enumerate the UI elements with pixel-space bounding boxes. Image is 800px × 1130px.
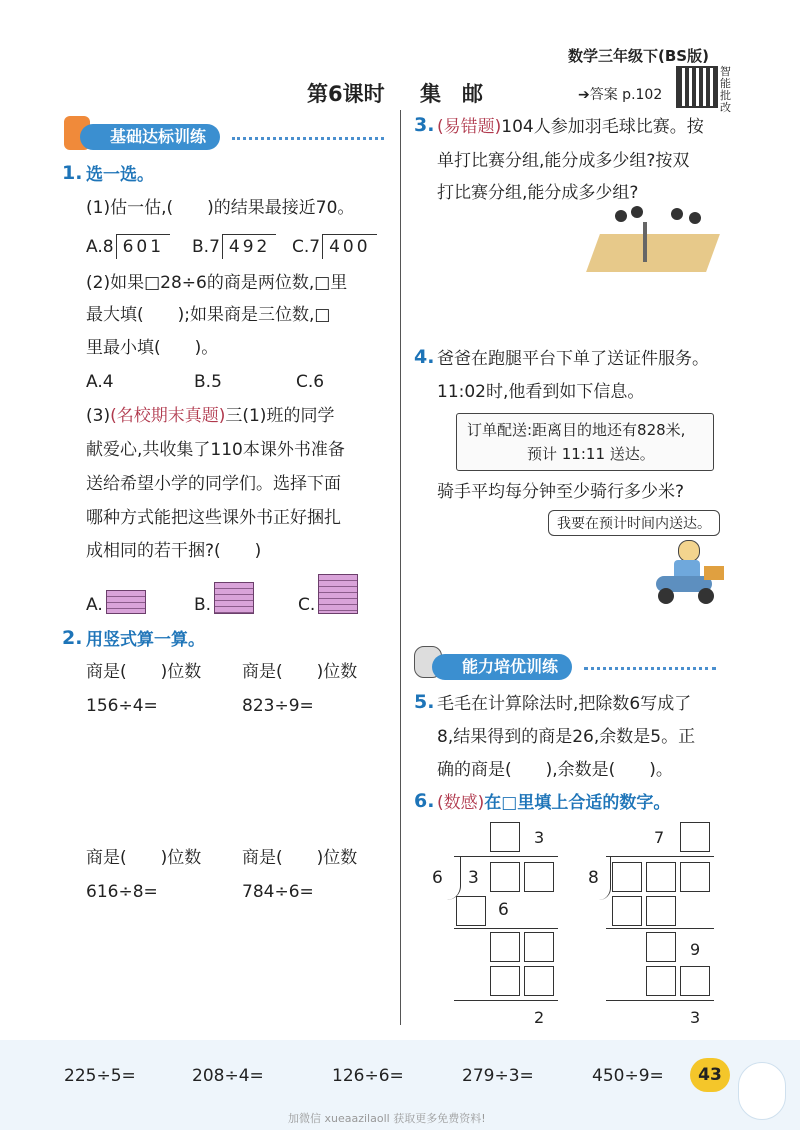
division-bracket — [598, 856, 611, 900]
delivery-rider-illustration — [648, 540, 728, 606]
digit-box[interactable] — [490, 862, 520, 892]
q1-p3-option-c: C. — [298, 595, 316, 615]
digit-box[interactable] — [490, 966, 520, 996]
bottom-expr-3: 126÷6= — [332, 1066, 404, 1086]
lesson-name: 集 邮 — [420, 82, 483, 106]
q1-number: 1. — [62, 162, 83, 184]
q2-item3-expr: 616÷8= — [86, 882, 158, 902]
q2-item4-label: 商是( )位数 — [242, 848, 358, 868]
q1-p2-line1: (2)如果□28÷6的商是两位数,□里 — [86, 273, 348, 293]
q1-p3-line1: (3)(名校期末真题)三(1)班的同学 — [86, 406, 335, 426]
subtract-bar — [606, 928, 714, 929]
q5-line3: 确的商是( ),余数是( )。 — [437, 760, 673, 780]
q2-item3-label: 商是( )位数 — [86, 848, 202, 868]
q1-p3-line4: 哪种方式能把这些课外书正好捆扎 — [86, 508, 341, 528]
lesson-title: 第6课时 — [307, 82, 385, 106]
q2-number: 2. — [62, 627, 83, 649]
bottom-expr-2: 208÷4= — [192, 1066, 264, 1086]
section-dots — [584, 667, 716, 670]
digit-box[interactable] — [680, 862, 710, 892]
book-label: 数学三年级下(BS版) — [568, 47, 709, 65]
q5-number: 5. — [414, 691, 435, 713]
page-number: 43 — [690, 1058, 730, 1092]
division-bar — [606, 856, 714, 857]
delivery-info-note — [456, 413, 714, 471]
remainder-digit: 3 — [690, 1008, 701, 1027]
digit-box[interactable] — [646, 896, 676, 926]
digit-box[interactable] — [524, 862, 554, 892]
rider-speech-bubble: 我要在预计时间内送达。 — [548, 510, 720, 536]
q4-number: 4. — [414, 346, 435, 368]
qr-side-text: 智能批改 — [720, 65, 731, 114]
q1-p3-option-b: B. — [194, 595, 212, 615]
answer-ref: ➔答案 p.102 — [578, 87, 663, 103]
q1-p3-line5: 成相同的若干捆?( ) — [86, 541, 262, 561]
digit-box[interactable] — [646, 932, 676, 962]
subtract-bar — [454, 928, 558, 929]
note-line1: 订单配送:距离目的地还有828米, — [467, 421, 686, 439]
digit-box[interactable] — [612, 862, 642, 892]
digit-box[interactable] — [680, 822, 710, 852]
note-line2: 预计 11:11 送达。 — [527, 445, 655, 463]
q1-p3-line2: 献爱心,共收集了110本课外书准备 — [86, 440, 345, 460]
q5-line1: 毛毛在计算除法时,把除数6写成了 — [437, 694, 692, 714]
q3-line1: (易错题)104人参加羽毛球比赛。按 — [437, 117, 704, 137]
q1-p2-option-c: C.6 — [296, 372, 325, 392]
book-stack-b-icon — [214, 582, 254, 614]
q3-line3: 打比赛分组,能分成多少组? — [437, 183, 639, 203]
section-advanced-banner: 能力培优训练 — [432, 654, 572, 680]
subtract-bar — [454, 1000, 558, 1001]
q4-line1: 爸爸在跑腿平台下单了送证件服务。 — [437, 349, 709, 369]
digit-box[interactable] — [490, 932, 520, 962]
book-stack-a-icon — [106, 590, 146, 614]
quotient-digit: 7 — [654, 828, 665, 847]
dividend-digit: 3 — [468, 868, 479, 888]
q2-item1-expr: 156÷4= — [86, 696, 158, 716]
q5-line2: 8,结果得到的商是26,余数是5。正 — [437, 727, 696, 747]
q2-item4-expr: 784÷6= — [242, 882, 314, 902]
q1-p1-option-a: A.8 601 — [86, 234, 170, 259]
q1-title: 选一选。 — [86, 165, 154, 185]
q3-line2: 单打比赛分组,能分成多少组?按双 — [437, 151, 690, 171]
digit-box[interactable] — [524, 966, 554, 996]
digit-box[interactable] — [524, 932, 554, 962]
q2-title: 用竖式算一算。 — [86, 630, 205, 650]
digit-box[interactable] — [612, 896, 642, 926]
section-dots — [232, 137, 384, 140]
q6-number: 6. — [414, 790, 435, 812]
divisor: 8 — [588, 868, 599, 888]
q1-p1-option-b: B.7 492 — [192, 234, 276, 259]
q2-item2-expr: 823÷9= — [242, 696, 314, 716]
section-basic-banner: 基础达标训练 — [80, 124, 220, 150]
quotient-digit: 3 — [534, 828, 545, 847]
q4-question: 骑手平均每分钟至少骑行多少米? — [437, 482, 685, 502]
bird-mascot-icon — [738, 1062, 786, 1120]
q6-title: (数感)在□里填上合适的数字。 — [437, 793, 671, 813]
subtract-bar — [606, 1000, 714, 1001]
column-divider — [400, 110, 401, 1025]
middle-digit: 9 — [690, 940, 701, 959]
digit-box[interactable] — [680, 966, 710, 996]
bottom-expr-4: 279÷3= — [462, 1066, 534, 1086]
q1-p1-option-c: C.7 400 — [292, 234, 377, 259]
remainder-digit: 2 — [534, 1008, 545, 1027]
q2-item1-label: 商是( )位数 — [86, 662, 202, 682]
q4-line2: 11:02时,他看到如下信息。 — [437, 382, 645, 402]
q1-p2-option-a: A.4 — [86, 372, 114, 392]
q1-p3-line3: 送给希望小学的同学们。选择下面 — [86, 474, 341, 494]
q1-p1-text: (1)估一估,( )的结果最接近70。 — [86, 198, 355, 218]
q3-number: 3. — [414, 114, 435, 136]
digit-box[interactable] — [490, 822, 520, 852]
digit-box[interactable] — [646, 862, 676, 892]
q1-p2-line3: 里最小填( )。 — [86, 338, 219, 358]
qr-code-icon[interactable] — [676, 66, 718, 108]
product-digit: 6 — [498, 900, 509, 920]
q1-p2-option-b: B.5 — [194, 372, 222, 392]
book-stack-c-icon — [318, 574, 358, 614]
digit-box[interactable] — [646, 966, 676, 996]
q1-p2-line2: 最大填( );如果商是三位数,□ — [86, 305, 331, 325]
watermark-text: 加微信 xueaazilaoll 获取更多免费资料! — [288, 1112, 486, 1125]
digit-box[interactable] — [456, 896, 486, 926]
q1-p3-option-a: A. — [86, 595, 103, 615]
divisor: 6 — [432, 868, 443, 888]
division-bar — [454, 856, 558, 857]
division-bracket — [446, 856, 461, 900]
q2-item2-label: 商是( )位数 — [242, 662, 358, 682]
badminton-illustration — [585, 204, 715, 274]
bottom-expr-5: 450÷9= — [592, 1066, 664, 1086]
bottom-expr-1: 225÷5= — [64, 1066, 136, 1086]
